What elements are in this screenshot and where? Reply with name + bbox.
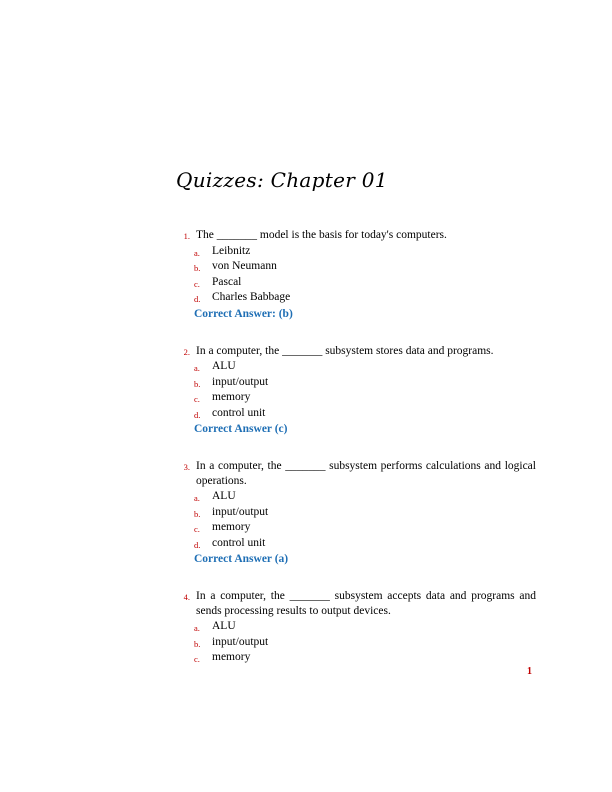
option-text: Pascal bbox=[212, 275, 242, 288]
option-text: ALU bbox=[212, 490, 236, 502]
option-letter: b. bbox=[194, 263, 201, 273]
option-item[interactable] bbox=[176, 359, 536, 375]
option-list bbox=[176, 619, 536, 666]
question-text: In a computer, the _______ subsystem stores data and programs. bbox=[196, 344, 494, 357]
option-letter: a. bbox=[194, 623, 200, 633]
option-text: ALU bbox=[212, 620, 236, 632]
option-text: von Neumann bbox=[212, 260, 277, 272]
option-letter: d. bbox=[194, 409, 201, 420]
page-number: 1 bbox=[527, 666, 532, 677]
question-text: In a computer, the _______ subsystem performs calculations and logical operations. bbox=[196, 460, 536, 487]
option-list bbox=[176, 489, 536, 551]
option-item[interactable] bbox=[176, 505, 536, 521]
option-item[interactable] bbox=[176, 290, 536, 306]
option-text: memory bbox=[212, 651, 251, 663]
option-item[interactable] bbox=[176, 259, 536, 275]
option-text: memory bbox=[212, 391, 251, 403]
correct-answer: Correct Answer (c) bbox=[194, 423, 288, 435]
option-list bbox=[176, 244, 536, 306]
option-item[interactable] bbox=[176, 520, 536, 536]
option-text: input/output bbox=[212, 635, 269, 648]
question-number: 4. bbox=[183, 592, 190, 602]
option-letter: b. bbox=[194, 378, 201, 389]
option-letter: b. bbox=[194, 638, 201, 649]
correct-answer: Correct Answer (a) bbox=[194, 553, 289, 565]
quiz-question-list bbox=[176, 228, 536, 688]
option-item[interactable] bbox=[176, 244, 536, 260]
option-text: control unit bbox=[212, 536, 266, 549]
option-letter: b. bbox=[194, 508, 201, 519]
question-number: 1. bbox=[183, 231, 190, 241]
question-line bbox=[176, 589, 536, 618]
option-letter: c. bbox=[194, 394, 200, 404]
option-text: Leibnitz bbox=[212, 244, 251, 257]
option-letter: a. bbox=[194, 247, 200, 258]
question-line bbox=[176, 344, 536, 359]
option-item[interactable] bbox=[176, 390, 536, 406]
option-text: memory bbox=[212, 521, 251, 533]
option-letter: c. bbox=[194, 524, 200, 534]
question-number: 3. bbox=[183, 462, 190, 472]
option-letter: d. bbox=[194, 539, 201, 550]
option-letter: d. bbox=[194, 294, 201, 304]
option-text: input/output bbox=[212, 505, 269, 518]
question-text: The _______ model is the basis for today's computers. bbox=[196, 229, 447, 241]
option-list bbox=[176, 359, 536, 421]
option-item[interactable] bbox=[176, 406, 536, 422]
option-item[interactable] bbox=[176, 619, 536, 635]
option-text: input/output bbox=[212, 375, 269, 388]
quiz-question bbox=[176, 459, 536, 567]
option-item[interactable] bbox=[176, 650, 536, 666]
question-text: In a computer, the _______ subsystem accepts data and programs and sends processing results to output devices. bbox=[196, 590, 536, 617]
option-item[interactable] bbox=[176, 489, 536, 505]
option-item[interactable] bbox=[176, 635, 536, 651]
option-item[interactable] bbox=[176, 375, 536, 391]
option-letter: a. bbox=[194, 363, 200, 373]
page-title: Quizzes: Chapter 01 bbox=[176, 168, 388, 192]
option-item[interactable] bbox=[176, 275, 536, 291]
option-text: control unit bbox=[212, 406, 266, 419]
question-line bbox=[176, 228, 536, 243]
quiz-question bbox=[176, 344, 536, 438]
question-number: 2. bbox=[183, 346, 190, 357]
option-letter: c. bbox=[194, 654, 200, 664]
option-text: ALU bbox=[212, 360, 236, 372]
correct-answer: Correct Answer: (b) bbox=[194, 307, 293, 320]
quiz-question bbox=[176, 589, 536, 666]
option-letter: a. bbox=[194, 493, 200, 503]
option-text: Charles Babbage bbox=[212, 291, 291, 303]
question-line bbox=[176, 459, 536, 488]
quiz-question bbox=[176, 228, 536, 322]
option-item[interactable] bbox=[176, 536, 536, 552]
option-letter: c. bbox=[194, 278, 200, 289]
